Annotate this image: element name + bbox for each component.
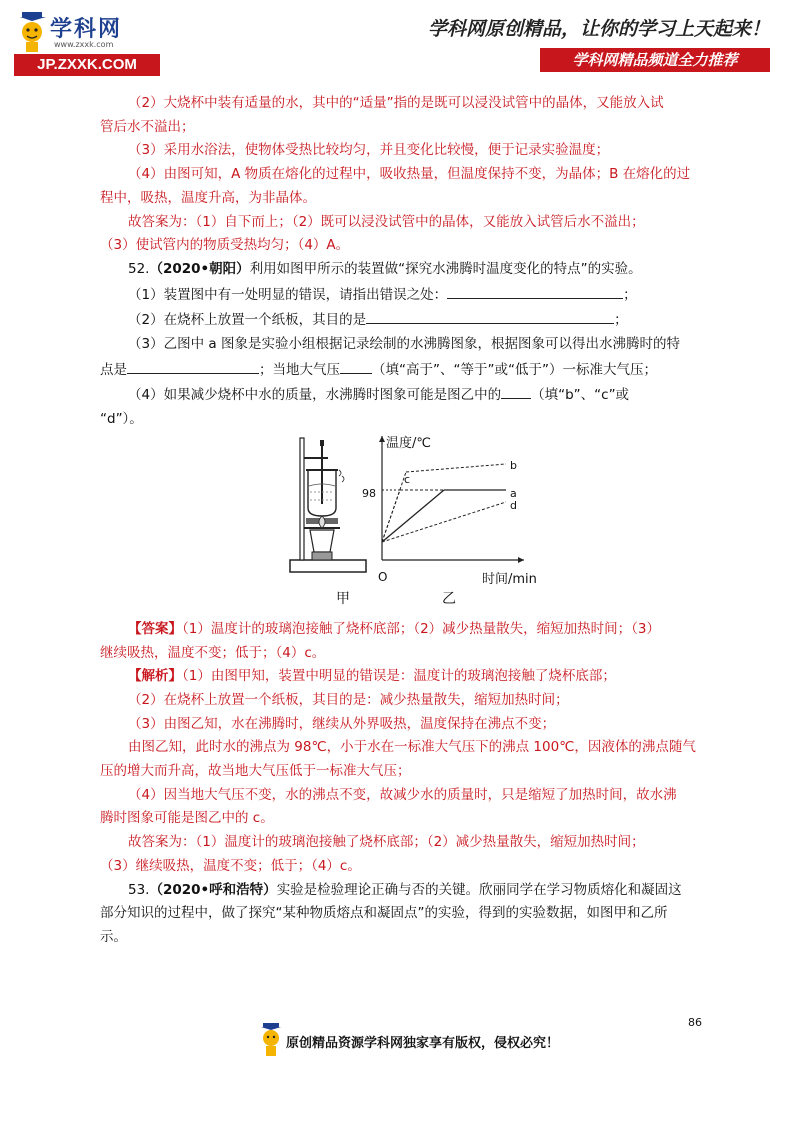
page-footer (0, 1010, 800, 1070)
series-b-line (406, 464, 506, 472)
question-52-part-3a: （3）乙图中 a 图象是实验小组根据记录绘制的水沸腾图象，根据图象可以得出水沸腾时的特 (128, 336, 680, 353)
analysis-line: 由图乙知，此时水的沸点为 98℃，小于水在一标准大气压下的沸点 100℃，因液体的沸点随气 (128, 739, 696, 756)
analysis-line: （3）继续吸热，温度不变；低于；（4）c。 (100, 857, 361, 874)
text-line: （3）采用水浴法，使物体受热比较均匀，并且变化比较慢，便于记录实验温度； (128, 142, 610, 159)
logo-cn-text: 学科网 (50, 17, 123, 42)
analysis-line (100, 665, 710, 689)
answer-blank (340, 357, 372, 374)
question-source: （2020•朝阳） (149, 260, 250, 277)
question-52-part-4a (100, 382, 710, 408)
site-logo (14, 10, 164, 78)
analysis-line: 压的增大而升高，故当地大气压低于一标准大气压； (100, 763, 411, 780)
mascot-icon (16, 10, 50, 54)
question-number: 53. (128, 881, 150, 898)
answer-blank (447, 282, 623, 299)
question-53-line: 示。 (100, 928, 127, 945)
analysis-line: 腾时图象可能是图乙中的 c。 (100, 810, 274, 827)
text-line: 管后水不溢出； (100, 118, 195, 135)
text-line: 程中，吸热，温度升高，为非晶体。 (100, 189, 316, 206)
series-label-d: d (510, 498, 517, 512)
logo-url-text: www.zxxk.com (54, 40, 114, 49)
question-53-stem (100, 879, 710, 903)
question-text: 点是 (100, 361, 127, 378)
origin-label: O (378, 569, 388, 584)
experiment-figure (100, 432, 710, 612)
copyright-text: 原创精品资源学科网独家享有版权，侵权必究！ (286, 1036, 560, 1051)
answer-line (100, 618, 710, 642)
text-line: 故答案为：（1）自下而上；（2）既可以浸没试管中的晶体，又能放入试管后水不溢出； (128, 213, 645, 230)
question-text: （填“b”、“c”或 (531, 387, 630, 404)
question-text: 利用如图甲所示的装置做“探究水沸腾时温度变化的特点”的实验。 (249, 260, 642, 277)
series-d-line (382, 502, 506, 542)
question-52-part-3b (100, 357, 710, 383)
analysis-text: （1）由图甲知，装置中明显的错误是：温度计的玻璃泡接触了烧杯底部； (182, 668, 616, 685)
y-axis-label: 温度/℃ (386, 435, 431, 451)
question-text: （4）如果减少烧杯中水的质量，水沸腾时图象可能是图乙中的 (128, 387, 502, 404)
text-line: （3）使试管内的物质受热均匀；（4）A。 (100, 237, 350, 254)
analysis-tag: 【解析】 (128, 668, 182, 685)
analysis-line: 故答案为：（1）温度计的玻璃泡接触了烧杯底部；（2）减少热量散失，缩短加热时间； (128, 834, 645, 851)
question-text: （填“高于”、“等于”或“低于”）一标准大气压； (372, 361, 657, 378)
page-header (0, 0, 800, 90)
tick-98-label: 98 (362, 486, 376, 500)
header-slogan: 学科网原创精品，让你的学习上天起来！ (427, 18, 770, 40)
text-line: （4）由图可知，A 物质在熔化的过程中，吸收热量，但温度保持不变，为晶体；B 在熔化的过 (128, 166, 691, 183)
answer-tag: 【答案】 (128, 620, 182, 637)
question-52-part-4b: “d”）。 (100, 411, 143, 428)
page-number: 86 (688, 1016, 702, 1029)
question-text: （2）在烧杯上放置一个纸板，其目的是 (128, 312, 367, 329)
figure-label-jia: 甲 (336, 590, 350, 607)
logo-en-banner: JP.ZXXK.COM (14, 54, 160, 76)
analysis-line: （4）因当地大气压不变，水的沸点不变，故减少水的质量时，只是缩短了加热时间，故水沸 (128, 786, 677, 803)
figure-label-yi: 乙 (442, 590, 456, 607)
series-label-c: c (404, 472, 411, 486)
answer-blank (501, 382, 531, 399)
question-52-stem (100, 258, 710, 282)
analysis-line: （3）由图乙知，水在沸腾时，继续从外界吸热，温度保持在沸点不变； (128, 715, 556, 732)
mascot-icon (258, 1022, 284, 1058)
answer-text: （1）温度计的玻璃泡接触了烧杯底部；（2）减少热量散失，缩短加热时间；（3） (182, 620, 661, 637)
analysis-line: （2）在烧杯上放置一个纸板，其目的是：减少热量散失，缩短加热时间； (128, 691, 569, 708)
question-number: 52. (128, 260, 150, 277)
series-label-b: b (510, 458, 517, 472)
question-source: （2020•呼和浩特） (149, 881, 277, 898)
page-content (100, 92, 710, 950)
question-52-part-2 (100, 307, 710, 333)
question-text: 实验是检验理论正确与否的关键。欣丽同学在学习物质熔化和凝固这 (276, 881, 682, 898)
question-text: （1）装置图中有一处明显的错误，请指出错误之处： (128, 286, 448, 303)
series-label-a: a (510, 486, 517, 500)
question-text: ；当地大气压 (259, 361, 340, 378)
question-52-part-1 (100, 282, 710, 308)
punct: ； (614, 312, 628, 329)
header-banner: 学科网精品频道全力推荐 (540, 48, 770, 72)
text-line: （2）大烧杯中装有适量的水，其中的“适量”指的是既可以浸没试管中的晶体，又能放入试 (128, 95, 664, 111)
x-axis-label: 时间/min (482, 571, 537, 587)
answer-blank (127, 357, 259, 374)
punct: ； (623, 286, 637, 303)
answer-blank (366, 307, 614, 324)
answer-line: 继续吸热，温度不变；低于；（4）c。 (100, 644, 326, 661)
question-53-line: 部分知识的过程中，做了探究“某种物质熔点和凝固点”的实验，得到的实验数据，如图甲和乙所 (100, 905, 668, 922)
